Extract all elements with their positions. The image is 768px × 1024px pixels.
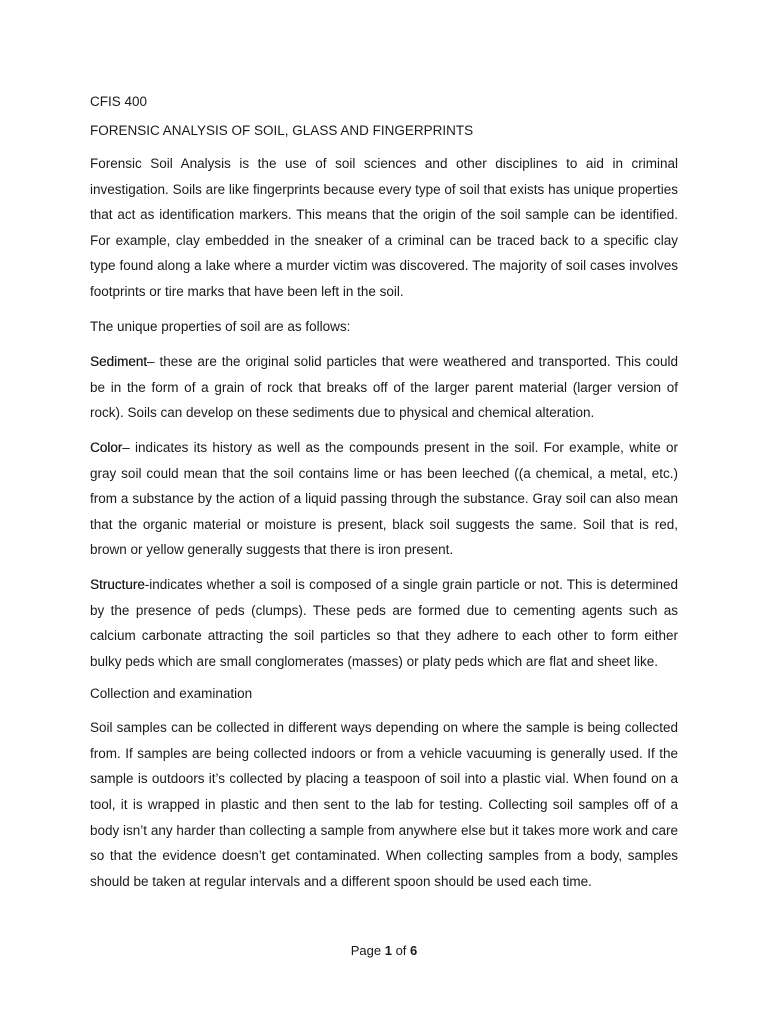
property-paragraph-structure xyxy=(90,572,678,674)
document-page xyxy=(90,92,678,903)
property-text: – indicates its history as well as the compounds present in the soil. For example, white or gray soil could mean that the soil contains lime or has been leeched ((a chemical, a metal, etc.) from a substance by the action of a liquid passing through the substance. Gray soil can also mean that the organic material or moisture is present, black soil suggests the same. Soil that is red, brown or yellow generally suggests that there is iron present. xyxy=(90,439,678,558)
property-paragraph-sediment xyxy=(90,349,678,426)
intro-paragraph: Forensic Soil Analysis is the use of soil sciences and other disciplines to aid in criminal investigation. Soils are like fingerprints because every type of soil that exists has unique properties that act as identification markers. This means that the origin of the soil sample can be identified. For example, clay embedded in the sneaker of a criminal can be traced back to a specific clay type found along a lake where a murder victim was discovered. The majority of soil cases involves footprints or tire marks that have been left in the soil. xyxy=(90,156,678,299)
property-term: Sediment xyxy=(90,354,148,370)
course-code: CFIS 400 xyxy=(90,94,148,109)
page-footer xyxy=(0,941,768,961)
property-text: -indicates whether a soil is composed of a single grain particle or not. This is determined by the presence of peds (clumps). These peds are formed due to cementing agents such as calcium carbonate attracting the soil particles so that they adhere to each other to form either bulky peds which are small conglomerates (masses) or platy peds which are flat and sheet like. xyxy=(90,576,678,669)
current-page-number: 1 xyxy=(384,943,392,958)
property-term: Structure xyxy=(90,576,145,592)
of-word: of xyxy=(395,943,407,958)
section-heading: Collection and examination xyxy=(90,686,253,702)
page-word: Page xyxy=(350,943,382,958)
document-title: FORENSIC ANALYSIS OF SOIL, GLASS AND FINGERPRINTS xyxy=(90,123,474,138)
property-text: – these are the original solid particles that were weathered and transported. This could be in the form of a grain of rock that breaks off of the larger parent material (larger version of rock). Soils can develop on these sediments due to physical and chemical alteration. xyxy=(90,354,678,421)
property-paragraph-color xyxy=(90,435,678,563)
properties-intro: The unique properties of soil are as follows: xyxy=(90,318,351,334)
total-pages-number: 6 xyxy=(410,943,418,958)
collection-paragraph: Soil samples can be collected in different ways depending on where the sample is being collected from. If samples are being collected indoors or from a vehicle vacuuming is generally used. If the sample is outdoors it’s collected by placing a teaspoon of soil into a plastic vial. When found on a tool, it is wrapped in plastic and then sent to the lab for testing. Collecting soil samples off of a body isn’t any harder than collecting a sample from anywhere else but it takes more work and care so that the evidence doesn’t get contaminated. When collecting samples from a body, samples should be taken at regular intervals and a different spoon should be used each time. xyxy=(90,720,678,889)
property-term: Color xyxy=(90,439,123,455)
